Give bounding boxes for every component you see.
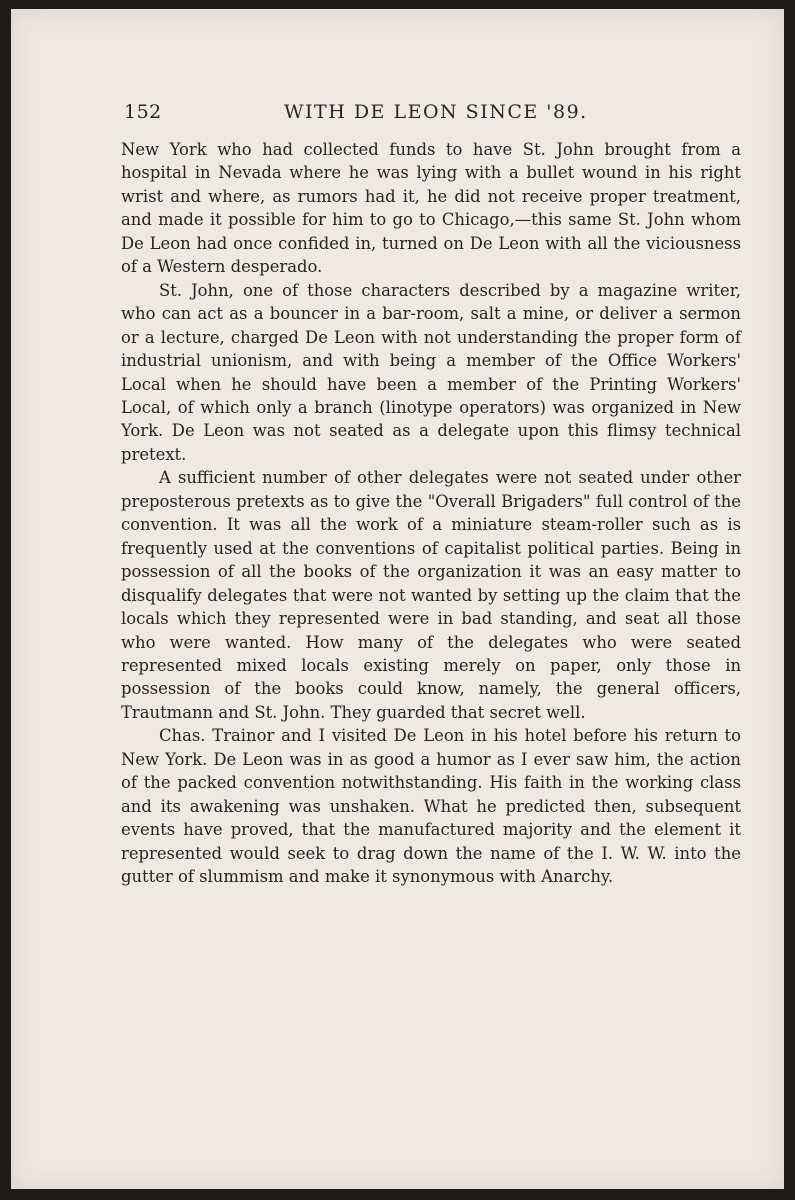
paragraph: A sufficient number of other delegates were not seated under other preposterous pretexts as to give the "Overall Brigaders" full control of the convention. It was all the work of a miniature steam-roller such as is frequently used at the conventions of capitalist political parties. Being in possession of all the books of the organization it was an easy matter to disqualify delegates that were not wanted by setting up the claim that the locals which they represented were in bad standing, and seat all those who were wanted. How many of the delegates who were seated represented mixed locals existing merely on paper, only those in possession of the books could know, namely, the general officers, Trautmann and St. John. They guarded that secret well. <box>121 468 741 722</box>
paragraph: Chas. Trainor and I visited De Leon in his hotel before his return to New York. De Leon was in as good a humor as I ever saw him, the action of the packed convention notwithstanding. His faith in the working class and its awakening was unshaken. What he predicted then, subsequent events have proved, that the manufactured majority and the element it represented would seek to drag down the name of the I. W. W. into the gutter of slummism and make it synonymous with Anarchy. <box>121 726 741 887</box>
running-head: WITH DE LEON SINCE '89. <box>284 101 588 123</box>
paragraph: St. John, one of those characters described by a magazine writer, who can act as a bouncer in a bar-room, salt a mine, or deliver a sermon or a lecture, charged De Leon with not understanding the proper form of industrial unionism, and with being a member of the Office Workers' Local when he should have been a member of the Printing Workers' Local, of which only a branch (linotype operators) was organized in New York. De Leon was not seated as a delegate upon this flimsy technical pretext. <box>121 280 741 464</box>
body-text <box>121 138 741 889</box>
page-header <box>124 97 630 127</box>
paragraph-continued: New York who had collected funds to have St. John brought from a hospital in Nevada where he was lying with a bullet wound in his right wrist and where, as rumors had it, he did not receive proper treatment, and made it possible for him to go to Chicago,—this same St. John whom De Leon had once confided in, turned on De Leon with all the viciousness of a Western desperado. <box>121 140 741 277</box>
book-page <box>11 9 784 1189</box>
page-number: 152 <box>124 101 162 123</box>
